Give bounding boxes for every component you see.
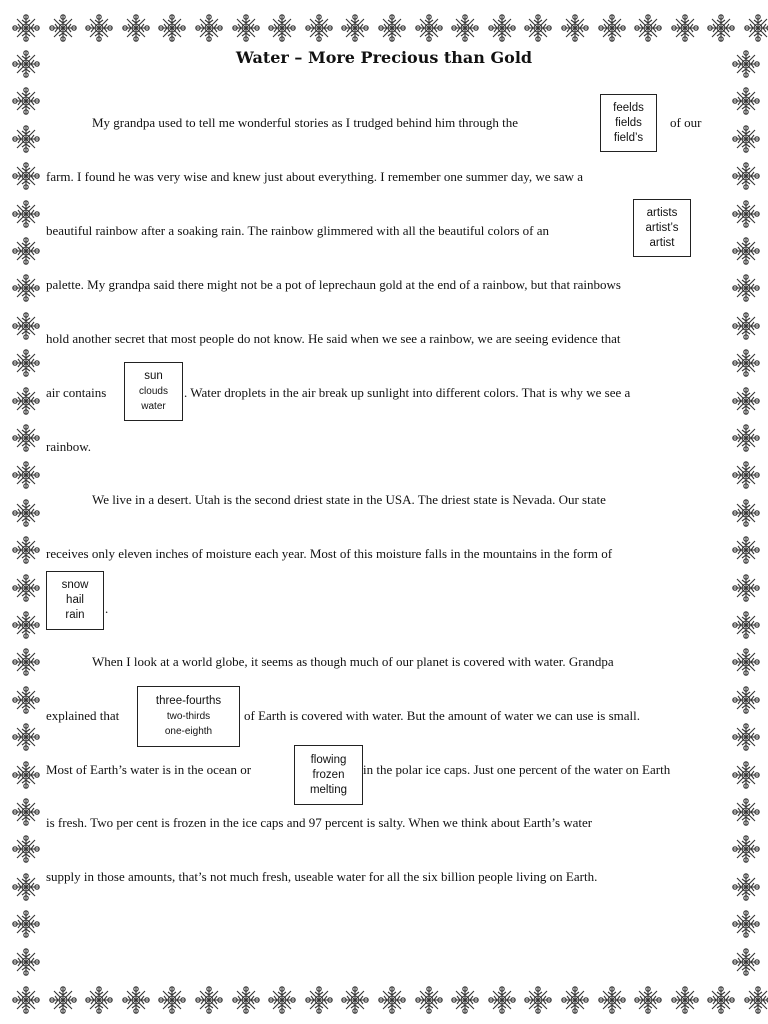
- snowflake-ornament-icon: [10, 198, 42, 230]
- snowflake-ornament-icon: [47, 12, 79, 44]
- snowflake-ornament-icon: [730, 759, 762, 791]
- snowflake-ornament-icon: [120, 12, 152, 44]
- snowflake-ornament-icon: [486, 12, 518, 44]
- snowflake-ornament-icon: [705, 12, 737, 44]
- snowflake-ornament-icon: [730, 160, 762, 192]
- snowflake-ornament-icon: [730, 272, 762, 304]
- snowflake-ornament-icon: [193, 12, 225, 44]
- text-line: air contains: [46, 385, 107, 400]
- snowflake-ornament-icon: [705, 984, 737, 1016]
- snowflake-ornament-icon: [339, 984, 371, 1016]
- snowflake-ornament-icon: [10, 984, 42, 1016]
- decorative-border-left: [10, 48, 42, 982]
- snowflake-ornament-icon: [10, 572, 42, 604]
- snowflake-ornament-icon: [156, 984, 188, 1016]
- snowflake-ornament-icon: [10, 684, 42, 716]
- snowflake-ornament-icon: [730, 459, 762, 491]
- snowflake-ornament-icon: [449, 984, 481, 1016]
- choice-option[interactable]: hail: [66, 594, 84, 606]
- text-line: .: [105, 601, 109, 616]
- text-line: supply in those amounts, that’s not much fresh, useable water for all the six billion people living on Earth.: [46, 869, 598, 884]
- snowflake-ornament-icon: [730, 946, 762, 978]
- snowflake-ornament-icon: [730, 422, 762, 454]
- choice-option[interactable]: flowing: [310, 753, 347, 766]
- snowflake-ornament-icon: [522, 984, 554, 1016]
- text-line: receives only eleven inches of moisture each year. Most of this moisture falls in the mountains in the form of: [46, 546, 613, 561]
- choice-option[interactable]: fields: [615, 116, 642, 129]
- snowflake-ornament-icon: [742, 12, 768, 44]
- snowflake-ornament-icon: [730, 609, 762, 641]
- snowflake-ornament-icon: [730, 833, 762, 865]
- choice-box-ice-state[interactable]: [294, 745, 363, 805]
- snowflake-ornament-icon: [303, 984, 335, 1016]
- snowflake-ornament-icon: [632, 984, 664, 1016]
- snowflake-ornament-icon: [193, 984, 225, 1016]
- choice-option[interactable]: water: [141, 401, 166, 412]
- snowflake-ornament-icon: [10, 422, 42, 454]
- text-line: . Water droplets in the air break up sunlight into different colors. That is why we see a: [184, 385, 631, 400]
- choice-option[interactable]: artists: [646, 206, 678, 219]
- text-line: is fresh. Two per cent is frozen in the ice caps and 97 percent is salty. When we think about Earth’s water: [46, 815, 593, 830]
- text-line: beautiful rainbow after a soaking rain. The rainbow glimmered with all the beautiful colors of an: [46, 223, 549, 238]
- choice-box-artist[interactable]: [633, 199, 691, 257]
- snowflake-ornament-icon: [10, 721, 42, 753]
- snowflake-ornament-icon: [413, 984, 445, 1016]
- snowflake-ornament-icon: [10, 272, 42, 304]
- snowflake-ornament-icon: [730, 908, 762, 940]
- snowflake-ornament-icon: [10, 123, 42, 155]
- text-line: farm. I found he was very wise and knew just about everything. I remember one summer day, we saw a: [46, 169, 584, 184]
- snowflake-ornament-icon: [376, 12, 408, 44]
- text-line: We live in a desert. Utah is the second driest state in the USA. The driest state is Nevada. Our state: [92, 492, 606, 507]
- choice-option[interactable]: artist: [649, 236, 675, 249]
- snowflake-ornament-icon: [669, 984, 701, 1016]
- text-line: hold another secret that most people do not know. He said when we see a rainbow, we are seeing evidence that: [46, 331, 621, 346]
- snowflake-ornament-icon: [376, 984, 408, 1016]
- snowflake-ornament-icon: [730, 385, 762, 417]
- snowflake-ornament-icon: [730, 198, 762, 230]
- choice-option[interactable]: clouds: [139, 386, 168, 397]
- snowflake-ornament-icon: [10, 160, 42, 192]
- text-line: Most of Earth’s water is in the ocean or: [46, 762, 252, 777]
- snowflake-ornament-icon: [230, 984, 262, 1016]
- snowflake-ornament-icon: [522, 12, 554, 44]
- choice-box-fraction[interactable]: [137, 686, 240, 747]
- snowflake-ornament-icon: [10, 796, 42, 828]
- snowflake-ornament-icon: [10, 833, 42, 865]
- choice-option[interactable]: sun: [144, 370, 163, 382]
- snowflake-ornament-icon: [730, 871, 762, 903]
- snowflake-ornament-icon: [730, 572, 762, 604]
- snowflake-ornament-icon: [730, 235, 762, 267]
- snowflake-ornament-icon: [230, 12, 262, 44]
- snowflake-ornament-icon: [596, 12, 628, 44]
- text-line: rainbow.: [46, 439, 92, 454]
- snowflake-ornament-icon: [10, 12, 42, 44]
- snowflake-ornament-icon: [730, 347, 762, 379]
- choice-box-precipitation[interactable]: [46, 571, 104, 630]
- snowflake-ornament-icon: [266, 984, 298, 1016]
- snowflake-ornament-icon: [559, 12, 591, 44]
- snowflake-ornament-icon: [669, 12, 701, 44]
- choice-option[interactable]: snow: [61, 579, 89, 591]
- choice-option[interactable]: rain: [65, 609, 85, 621]
- snowflake-ornament-icon: [10, 759, 42, 791]
- text-line: palette. My grandpa said there might not be a pot of leprechaun gold at the end of a rainbow, but that rainbows: [46, 277, 621, 292]
- snowflake-ornament-icon: [10, 85, 42, 117]
- snowflake-ornament-icon: [120, 984, 152, 1016]
- text-line: My grandpa used to tell me wonderful stories as I trudged behind him through the: [92, 115, 519, 130]
- decorative-border-bottom: [0, 982, 768, 1018]
- choice-option[interactable]: feelds: [613, 101, 644, 114]
- snowflake-ornament-icon: [730, 310, 762, 342]
- snowflake-ornament-icon: [303, 12, 335, 44]
- snowflake-ornament-icon: [10, 534, 42, 566]
- text-line: explained that: [46, 708, 120, 723]
- snowflake-ornament-icon: [10, 871, 42, 903]
- snowflake-ornament-icon: [10, 908, 42, 940]
- snowflake-ornament-icon: [10, 385, 42, 417]
- snowflake-ornament-icon: [83, 12, 115, 44]
- snowflake-ornament-icon: [83, 984, 115, 1016]
- snowflake-ornament-icon: [596, 984, 628, 1016]
- snowflake-ornament-icon: [730, 721, 762, 753]
- choice-box-water[interactable]: [124, 362, 183, 421]
- text-line: in the polar ice caps. Just one percent of the water on Earth: [363, 762, 671, 777]
- decorative-border-top: [0, 10, 768, 46]
- snowflake-ornament-icon: [10, 235, 42, 267]
- choice-option[interactable]: frozen: [312, 768, 345, 781]
- choice-box-fields[interactable]: [600, 94, 657, 152]
- choice-option[interactable]: one-eighth: [164, 726, 213, 737]
- snowflake-ornament-icon: [730, 85, 762, 117]
- snowflake-ornament-icon: [339, 12, 371, 44]
- text-line: of Earth is covered with water. But the amount of water we can use is small.: [244, 708, 641, 723]
- snowflake-ornament-icon: [10, 310, 42, 342]
- snowflake-ornament-icon: [413, 12, 445, 44]
- decorative-border-right: [730, 48, 762, 982]
- snowflake-ornament-icon: [10, 609, 42, 641]
- snowflake-ornament-icon: [730, 796, 762, 828]
- snowflake-ornament-icon: [559, 984, 591, 1016]
- snowflake-ornament-icon: [10, 347, 42, 379]
- choice-option[interactable]: artist’s: [645, 221, 679, 234]
- choice-option[interactable]: three-fourths: [155, 695, 222, 707]
- choice-option[interactable]: field’s: [613, 131, 644, 144]
- snowflake-ornament-icon: [632, 12, 664, 44]
- page-title: Water – More Precious than Gold: [235, 48, 533, 67]
- snowflake-ornament-icon: [156, 12, 188, 44]
- text-line: When I look at a world globe, it seems as though much of our planet is covered with water. Grandpa: [92, 654, 614, 669]
- snowflake-ornament-icon: [486, 984, 518, 1016]
- snowflake-ornament-icon: [10, 459, 42, 491]
- snowflake-ornament-icon: [742, 984, 768, 1016]
- choice-option[interactable]: melting: [309, 783, 348, 796]
- snowflake-ornament-icon: [10, 946, 42, 978]
- choice-option[interactable]: two-thirds: [166, 711, 211, 722]
- snowflake-ornament-icon: [449, 12, 481, 44]
- text-line: of our: [670, 115, 702, 130]
- snowflake-ornament-icon: [10, 497, 42, 529]
- snowflake-ornament-icon: [10, 646, 42, 678]
- snowflake-ornament-icon: [730, 534, 762, 566]
- snowflake-ornament-icon: [730, 684, 762, 716]
- snowflake-ornament-icon: [266, 12, 298, 44]
- snowflake-ornament-icon: [47, 984, 79, 1016]
